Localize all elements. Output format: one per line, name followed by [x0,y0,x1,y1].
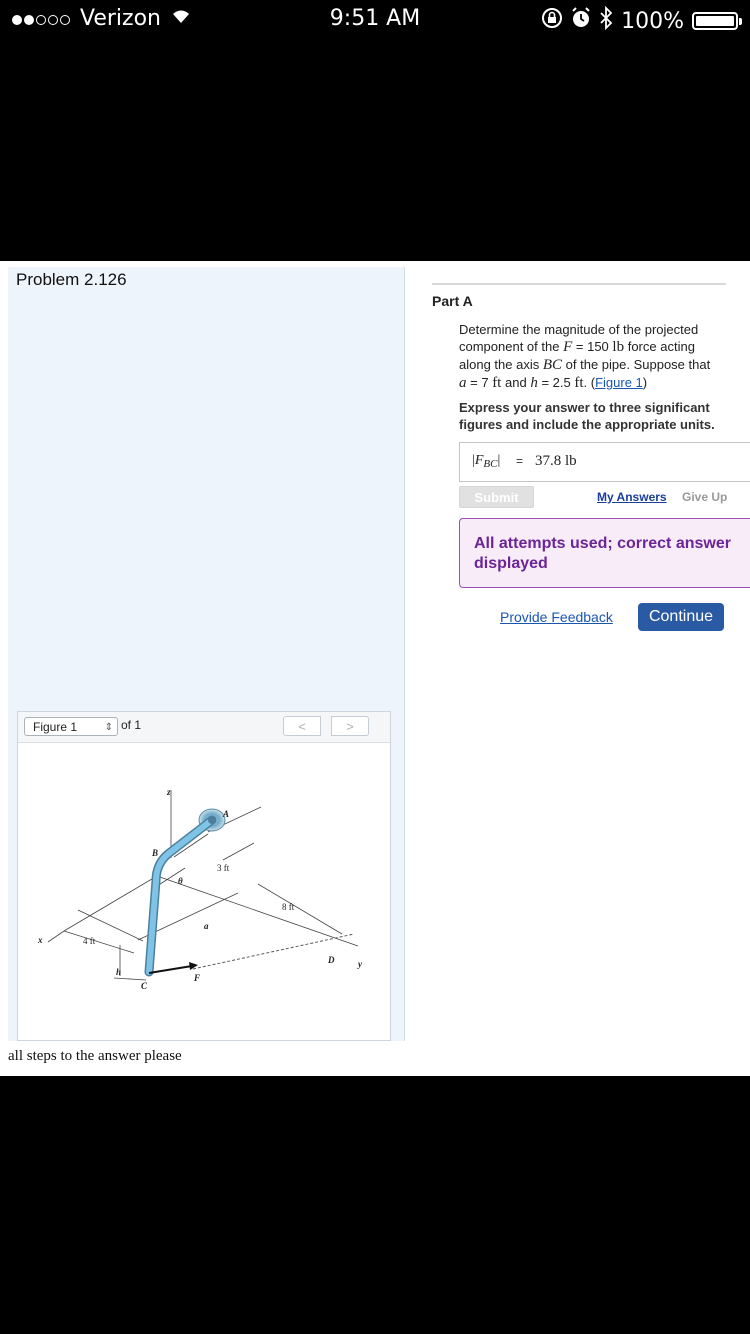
part-a-panel [405,261,750,1051]
attempts-message: All attempts used; correct answer displayed [474,535,731,572]
select-updown-icon: ⇕ [104,722,113,733]
continue-button[interactable]: Continue [638,603,724,631]
figure-prev-button[interactable] [283,716,321,736]
dim-8ft-line [258,884,342,934]
answer-field[interactable] [459,442,750,482]
pipe-diagram [18,743,390,1039]
my-answers-link[interactable]: My Answers [597,490,667,504]
q-close: ) [642,375,648,390]
label-4ft: 4 ft [83,936,96,946]
label-b-point: B [152,848,159,858]
q-text-2: force acting along the axis [459,339,695,372]
status-time: 9:51 AM [329,6,421,31]
q-text-3: of the pipe. Suppose that [565,357,711,372]
q-period: . ( [583,375,596,390]
label-y: y [358,959,362,969]
q-and: and [504,375,527,390]
q-unit-ft: ft [492,375,502,391]
q-eq-3: = 2.5 [541,375,571,390]
status-bar [0,0,750,40]
battery-icon [692,12,738,30]
ground-line-x [64,876,157,931]
figure-toolbar [18,712,390,743]
submit-button[interactable]: Submit [459,486,534,508]
label-theta: θ [178,876,183,886]
battery-percent: 100% [621,8,684,34]
question-text [459,321,721,392]
status-right [541,6,738,36]
figure-count: of 1 [121,718,142,732]
figure-viewer [17,711,391,1041]
answer-value: 37.8 lb [535,453,577,469]
give-up-link[interactable]: Give Up [682,490,728,504]
flange-center [208,816,216,824]
label-8ft: 8 ft [282,902,295,912]
rotation-lock-icon [541,7,563,35]
part-a-title: Part A [432,293,473,309]
chevron-right-icon: > [346,719,354,734]
label-f: F [194,973,201,983]
answer-var: F [474,453,484,468]
bluetooth-icon [599,6,613,36]
q-var-a: a [459,375,467,391]
answer-label: $|F_{BC}|$ [472,453,501,470]
figure-link[interactable]: Figure 1 [595,375,643,390]
q-unit-lb: lb [612,339,625,355]
q-var-f: F [563,339,573,355]
dim-ref-line-2 [114,978,146,980]
force-arrow-line [149,966,192,973]
answer-equals: = [516,454,524,468]
chevron-left-icon: < [298,719,306,734]
label-a-point: A [223,809,230,819]
dim-4ft-line [64,931,134,953]
answer-instructions: Express your answer to three significant figures and include the appropriate units. [459,400,715,432]
label-z: z [167,787,171,797]
q-var-bc: BC [542,357,563,373]
answer-subscript: BC [483,458,498,470]
label-d-point: D [328,955,335,965]
label-h: h [116,967,122,977]
battery-level-fill [696,16,734,26]
user-note: all steps to the answer please [8,1048,182,1064]
figure-next-button[interactable] [331,716,369,736]
web-content [0,261,750,1076]
attempts-message-box [459,518,750,588]
q-eq-1: = 150 [575,339,609,354]
figure-select-value: Figure 1 [33,720,78,734]
label-a-dim: a [204,921,209,931]
q-text-1: Determine the magnitude of the projected component of the [459,322,699,354]
label-c-point: C [141,981,148,991]
q-unit-ft-2: ft [574,375,584,391]
q-eq-2: = 7 [470,375,489,390]
dim-3ft-line [223,843,254,860]
label-x: x [38,935,43,945]
provide-feedback-link[interactable]: Provide Feedback [500,609,613,625]
carrier-name: Verizon [80,6,161,31]
label-3ft: 3 ft [217,863,230,873]
q-var-h: h [530,375,538,391]
alarm-icon [571,7,591,35]
problem-title: Problem 2.126 [16,270,127,289]
ground-line-y [157,876,358,946]
section-divider [432,283,726,285]
x-axis-stub [48,931,64,942]
figure-select[interactable] [24,717,118,736]
